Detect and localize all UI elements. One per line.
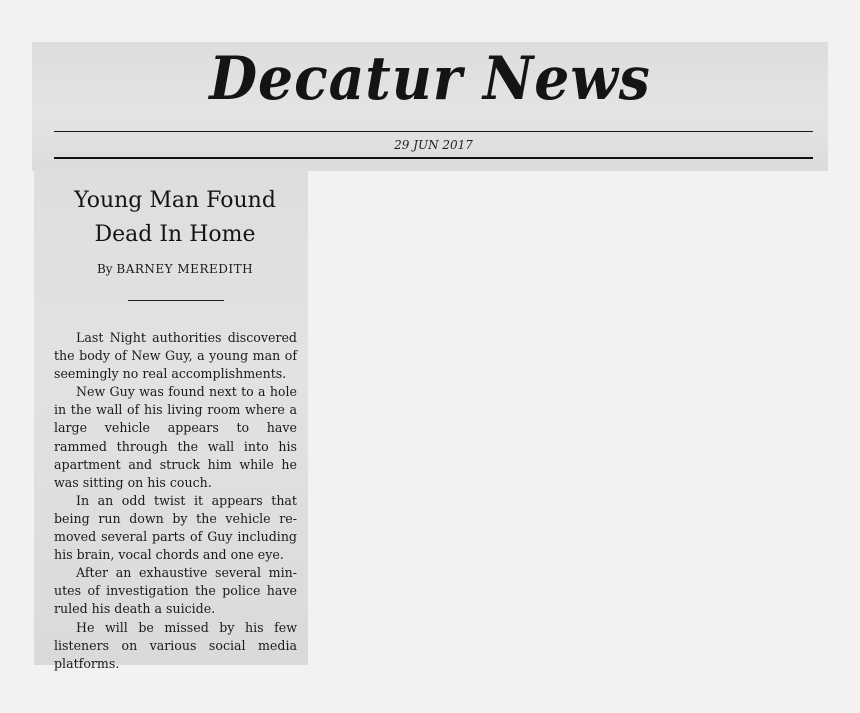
masthead-bottom-rule xyxy=(54,157,813,159)
article-body xyxy=(54,329,297,673)
article-paragraph: New Guy was found next to a hole in the wall of his living room where a large vehicle appears to have rammed through the wall into his apartment and struck him while he was sitting on his couch. xyxy=(54,384,297,490)
masthead-top-rule xyxy=(54,131,813,132)
article-paragraph: After an exhaustive several minutes of investigation the police have ruled his death a suicide. xyxy=(54,565,297,617)
byline-prefix: By xyxy=(96,262,113,276)
article-paragraph: Last Night authorities discovered the body of New Guy, a young man of seemingly no real accomplishments. xyxy=(54,330,297,382)
headline-divider xyxy=(128,300,224,301)
byline-author: BARNEY MEREDITH xyxy=(116,262,254,276)
issue-date: 29 JUN 2017 xyxy=(394,138,473,152)
article-headline: Young Man Found Dead In Home xyxy=(74,188,276,247)
newspaper-title: Decatur News xyxy=(209,44,651,114)
article-paragraph: He will be missed by his few listeners on various social media platforms. xyxy=(54,619,297,671)
article-byline xyxy=(44,262,306,276)
article-paragraph: In an odd twist it appears that being run down by the vehicle removed several parts of Guy including his brain, vocal chords and one eye. xyxy=(54,492,297,563)
